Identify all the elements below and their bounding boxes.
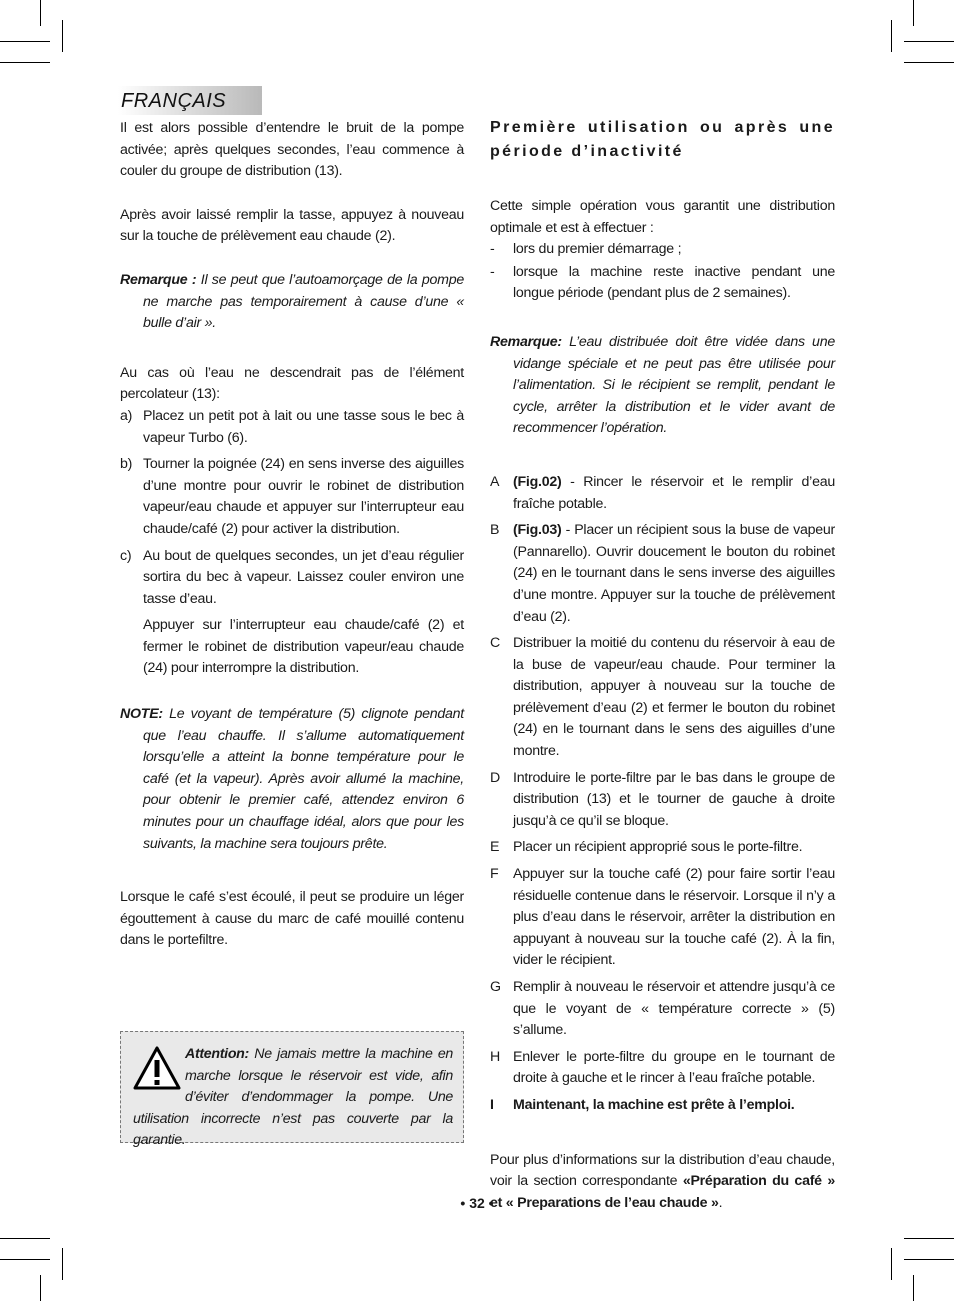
bullet-text: lorsque la machine reste inactive pendant une longue période (pendant plus de 2 semaines). [513,263,835,302]
list-item [120,546,464,611]
bullet-dash: - [490,241,495,258]
step-label: C [490,635,500,652]
list-item [490,768,835,833]
paragraph-intro: Cette simple opération vous garantit une distribution optimale et est à effectuer : [490,198,835,236]
right-column [490,116,835,1214]
paragraph-pump-noise: Il est alors possible d’entendre le bruit de la pompe activée; après quelques secondes, l’eau commence à couler du groupe de distribution (13). [120,120,464,180]
step-text: - Rincer le réservoir et le remplir d’eau fraîche potable. [513,473,835,512]
figure-ref: (Fig.03) [513,522,562,539]
list-item [490,837,835,859]
list-item [490,262,835,305]
list-item [490,520,835,628]
step-text: Placer un récipient approprié sous le porte-filtre. [513,839,803,856]
list-item-final [490,1095,835,1117]
list-item [120,406,464,449]
step-label: G [490,979,501,995]
warning-box [120,1031,464,1149]
warning-text-block [133,1044,453,1152]
step-text: Tourner la poignée (24) en sens inverse des aiguilles d’une montre pour ouvrir le robinet de distribution vapeur/eau chaude et appuyer sur l’interrupteur eau chaude/café (2) pour activer la distribution. [143,456,464,537]
step-text: Distribuer la moitié du contenu du réservoir à eau de la buse de vapeur/eau chaude. Pour terminer la distribution, appuyer à nouveau sur la touche de prélèvement d’eau (2) et fermer le bouton du robinet (24) en le tournant dans le sens des aiguilles d’une montre. [513,635,835,760]
step-text: Appuyer sur la touche café (2) pour faire sortir l’eau résiduelle contenue dans le réservoir. Lorsque il n’y a plus d’eau dans le réservoir, arrêter la distribution en appuyant à nouveau sur la touche café (2). À la fin, vider le récipient. [513,866,835,969]
remark-label: Remarque: [490,333,562,350]
step-text: Enlever le porte-filtre du groupe en le tournant de droite à gauche et le rincer à l’eau fraîche potable. [513,1048,835,1087]
more-info-text: Pour plus d’informations sur la distribution d’eau chaude, voir la section correspondante [490,1151,835,1190]
section-heading: Première utilisation ou après une période d’inactivité [490,119,835,160]
step-label: H [490,1048,500,1065]
more-info-end: . [718,1194,723,1211]
remark-text: Il se peut que l’autoamorçage de la pompe ne marche pas temporairement à cause d’une « bulle d’air ». [143,271,464,332]
step-text: Maintenant, la machine est prête à l’emploi. [513,1096,795,1113]
step-label: c) [120,547,132,564]
step-label: F [490,866,499,883]
step-text: Au bout de quelques secondes, un jet d’eau régulier sortira du bec à vapeur. Laissez couler environ une tasse d’eau. [143,547,464,607]
list-item [490,239,835,261]
step-label: B [490,522,500,539]
step-text: Introduire le porte-filtre par le bas dans le groupe de distribution (13) et le tourner de gauche à droite jusqu’à ce qu’il se bloque. [513,769,835,829]
paragraph-fill-cup: Après avoir laissé remplir la tasse, appuyez à nouveau sur la touche de prélèvement eau chaude (2). [120,206,464,245]
step-label: b) [120,456,133,473]
list-item [490,1047,835,1090]
list-item [490,977,835,1042]
language-label: FRANÇAIS [121,90,227,112]
list-item [120,454,464,540]
step-text: Placez un petit pot à lait ou une tasse sous le bec à vapeur Turbo (6). [143,407,464,446]
remark-label: Remarque : [120,271,197,288]
note-text: Le voyant de température (5) clignote pendant que l’eau chauffe. Il s’allume automatiquement lorsqu’elle a atteint la bonne température pour le café (et la vapeur). Après avoir allumé la machine, pour obtenir le premier café, attendez environ 6 minutes pour un chauffage idéal, alors que pour les suivants, la machine sera toujours prête. [143,706,464,852]
step-c-continued: Appuyer sur l’interrupteur eau chaude/café (2) et fermer le robinet de distribution vapeur/eau chaude (24) pour interrompre la distribution. [143,617,464,677]
note-label: NOTE: [120,706,163,723]
warning-label: Attention: [185,1046,249,1062]
step-text: - Placer un récipient sous la buse de vapeur (Pannarello). Ouvrir doucement le bouton du robinet (24) en le tournant dans le sens inverse des aiguilles d’une montre. Appuyer sur la touche de prélèvement d’eau (2). [513,522,835,625]
step-label: D [490,769,500,786]
language-tab [118,86,262,115]
step-label: E [490,839,500,856]
list-item [120,615,464,680]
bullet-text: lors du premier démarrage ; [513,241,682,258]
remark-waste-water [490,332,835,440]
list-item [490,633,835,763]
list-item [490,472,835,515]
step-label: a) [120,407,133,424]
figure-ref: (Fig.02) [513,473,562,490]
paragraph-water-not-flowing: Au cas où l’eau ne descendrait pas de l’élément percolateur (13): [120,364,464,403]
bullet-dash: - [490,263,495,280]
page-number: • 32 • [460,1195,494,1211]
remark-pump [120,270,464,335]
left-column [120,118,464,952]
section-reference: «Préparation du café » et « Preparations de l’eau chaude » [490,1173,835,1211]
step-label: A [490,473,500,490]
step-label: I [490,1096,494,1113]
remark-text: L’eau distribuée doit être vidée dans une vidange spéciale et ne peut pas être utilisée pour l’alimentation. Si le récipient se remplit, pendant le cycle, arrêter la distribution et le vider avant de recommencer l’opération. [513,333,835,437]
note-temperature [120,704,464,855]
warning-text: Ne jamais mettre la machine en marche lorsque le réservoir est vide, afin d’éviter d’endommager la pompe. Une utilisation incorrecte n’est pas couverte par la garantie. [133,1046,453,1149]
step-text: Remplir à nouveau le réservoir et attendre jusqu’à ce que le voyant de « température correcte » (5) s’allume. [513,979,835,1039]
list-item [490,864,835,972]
paragraph-dripping: Lorsque le café s’est écoulé, il peut se produire un léger égouttement à cause du marc de café mouillé contenu dans le portefiltre. [120,889,464,949]
